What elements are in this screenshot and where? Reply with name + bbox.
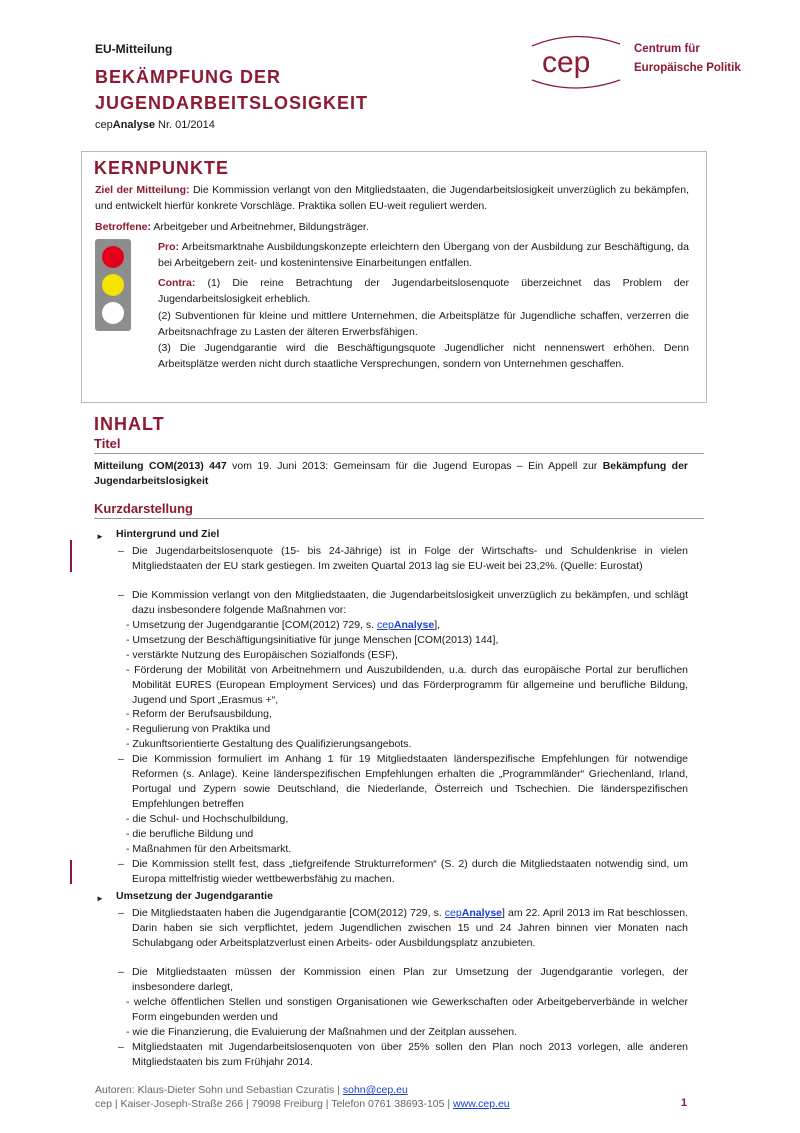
sub-list-item: - wie die Finanzierung, die Evaluierung der Maßnahmen und der Zeitplan aussehen.: [126, 1026, 518, 1038]
website-link[interactable]: www.cep.eu: [453, 1098, 510, 1110]
list-item: Mitgliedstaaten mit Jugendarbeitslosenquoten von über 25% sollen den Plan noch 2013 vorlegen, alle anderen Mitgliedstaaten bis zum Frühjahr 2014.: [132, 1041, 688, 1068]
footer-authors: Autoren: Klaus-Dieter Sohn und Sebastian Czuratis | sohn@cep.eu: [95, 1084, 408, 1096]
section-title: Hintergrund und Ziel: [116, 528, 220, 540]
logo-letters: cep: [542, 46, 591, 79]
divider: [94, 518, 704, 519]
bullet-triangle-icon: ►: [96, 532, 104, 541]
pro-paragraph: Pro: Arbeitsmarktnahe Ausbildungskonzepte erleichtern den Übergang von der Ausbildung zur Beschäftigung, da bei Arbeitgebern zeit- und kostenintensive Einarbeitungen entfallen.: [158, 241, 689, 269]
list-item: Die Kommission stellt fest, dass „tiefgreifende Strukturreformen“ (S. 2) durch die Mitgliedstaaten notwendig sind, um Europa mittelfristig wieder wettbewerbsfähig zu machen.: [132, 858, 688, 885]
sub-list-item: - Förderung der Mobilität von Arbeitnehmern und Auszubildenden, u.a. durch das europäische Portal zur beruflichen Mobilität EURES (European Employment Services) und das Förderprogramm für allgemeine und berufliche Bildung, Jugend und Sport „Erasmus +“,: [126, 664, 688, 706]
dash-bullet: –: [118, 753, 124, 765]
titel-heading: Titel: [94, 436, 121, 451]
footer-address: cep | Kaiser-Joseph-Straße 266 | 79098 Freiburg | Telefon 0761 38693-105 | www.cep.eu: [95, 1098, 510, 1110]
sub-list-item: - Regulierung von Praktika und: [126, 723, 271, 735]
document-type: EU-Mitteilung: [95, 42, 173, 56]
margin-marker: [70, 540, 72, 572]
yellow-light: [102, 274, 124, 296]
sub-list-item: - Reform der Berufsausbildung,: [126, 708, 272, 720]
cep-analyse-link[interactable]: cepAnalyse: [444, 907, 503, 919]
kernpunkte-heading: KERNPUNKTE: [94, 158, 230, 178]
contra-paragraph-2: (2) Subventionen für kleine und mittlere Unternehmen, die Arbeitsplätze für Jugendliche schaffen, verzerren die Arbeitsnachfrage zu Lasten der älteren Erwerbsfähigen.: [158, 310, 689, 338]
traffic-light-icon: [95, 239, 131, 331]
titel-paragraph: Mitteilung COM(2013) 447 vom 19. Juni 2013: Gemeinsam für die Jugend Europas – Ein Appell zur Bekämpfung der Jugendarbeitslosigkeit: [94, 460, 688, 487]
sub-list-item: - Maßnahmen für den Arbeitsmarkt.: [126, 843, 292, 855]
cep-logo: [520, 30, 770, 90]
dash-bullet: –: [118, 966, 124, 978]
author-email-link[interactable]: sohn@cep.eu: [342, 1084, 408, 1096]
sub-list-item: - welche öffentlichen Stellen und sonstigen Organisationen wie Gewerkschaften oder Arbeitgeberverbände in welcher Form eingebunden werden und: [126, 996, 688, 1023]
dash-bullet: –: [118, 545, 124, 557]
sub-list-item: - Zukunftsorientierte Gestaltung des Qualifizierungsangebots.: [126, 738, 412, 750]
kurzdarstellung-heading: Kurzdarstellung: [94, 501, 193, 516]
logo-line-2: Europäische Politik: [634, 62, 741, 74]
cep-logo-mark: [520, 30, 630, 90]
list-item: Die Mitgliedstaaten haben die Jugendgarantie [COM(2012) 729, s. cepAnalyse] am 22. April 2013 im Rat beschlossen. Darin haben sie sich verpflichtet, jedem Jugendlichen zwischen 15 und 24 Jahren binnen vier Monaten nach Schulabgang oder Arbeitsplatzverlust einen Arbeits- oder Ausbildungsplatz anzubieten.: [132, 907, 688, 949]
dash-bullet: –: [118, 858, 124, 870]
page-title: [95, 64, 475, 116]
page-number: 1: [681, 1097, 688, 1109]
white-light: [102, 302, 124, 324]
sub-list-item: - Umsetzung der Jugendgarantie [COM(2012) 729, s. cepAnalyse],: [126, 619, 441, 631]
bullet-triangle-icon: ►: [96, 894, 104, 903]
title-line-1: BEKÄMPFUNG DER: [95, 67, 282, 87]
sub-list-item: - die berufliche Bildung und: [126, 828, 254, 840]
contra-paragraph-1: Contra: (1) Die reine Betrachtung der Jugendarbeitslosenquote überzeichnet das Problem der Jugendarbeitslosigkeit erheblich.: [158, 277, 689, 305]
cep-analyse-link[interactable]: cepAnalyse: [376, 619, 435, 631]
red-light: [102, 246, 124, 268]
sub-list-item: - Umsetzung der Beschäftigungsinitiative für junge Menschen [COM(2013) 144],: [126, 634, 499, 646]
logo-line-1: Centrum für: [634, 43, 700, 55]
contra-paragraph-3: (3) Die Jugendgarantie wird die Beschäftigungsquote Jugendlicher nicht nennenswert erhöhen. Denn Arbeitsplätze werden nicht durch staatliche Versprechungen, sondern von Unternehmen geschaffen.: [158, 342, 689, 370]
issue-number: cepAnalyse Nr. 01/2014: [95, 119, 215, 131]
title-line-2: JUGENDARBEITSLOSIGKEIT: [95, 93, 369, 113]
ziel-paragraph: Ziel der Mitteilung: Die Kommission verlangt von den Mitgliedstaaten, die Jugendarbeitslosigkeit unverzüglich zu bekämpfen, und entwickelt hierfür konkrete Vorschläge. Praktika sollen EU-weit reguliert werden.: [95, 184, 689, 212]
section-title: Umsetzung der Jugendgarantie: [116, 890, 273, 902]
margin-marker: [70, 860, 72, 884]
list-item: Die Kommission formuliert im Anhang 1 für 19 Mitgliedstaaten länderspezifische Empfehlungen für notwendige Reformen (s. Anlage). Keine länderspezifischen Empfehlungen erhalten die „Programmländer“ Griechenland, Irland, Portugal und Zypern sowie Deutschland, die Niederlande, Österreich und Tschechien. Die länderspezifischen Empfehlungen betreffen: [132, 753, 688, 810]
divider: [94, 453, 704, 454]
betroffene-paragraph: Betroffene: Arbeitgeber und Arbeitnehmer, Bildungsträger.: [95, 221, 369, 233]
dash-bullet: –: [118, 907, 124, 919]
inhalt-heading: INHALT: [94, 414, 165, 434]
dash-bullet: –: [118, 589, 124, 601]
list-item: Die Kommission verlangt von den Mitgliedstaaten, die Jugendarbeitslosigkeit unverzüglich zu bekämpfen, und schlägt dazu insbesondere folgende Maßnahmen vor:: [132, 589, 688, 616]
dash-bullet: –: [118, 1041, 124, 1053]
sub-list-item: - die Schul- und Hochschulbildung,: [126, 813, 289, 825]
list-item: Die Jugendarbeitslosenquote (15- bis 24-Jährige) ist in Folge der Wirtschafts- und Schuldenkrise in vielen Mitgliedstaaten der EU stark gestiegen. Im zweiten Quartal 2013 lag sie EU-weit bei 23,2%. (Quelle: Eurostat): [132, 545, 688, 572]
list-item: Die Mitgliedstaaten müssen der Kommission einen Plan zur Umsetzung der Jugendgarantie vorlegen, der insbesondere darlegt,: [132, 966, 688, 993]
sub-list-item: - verstärkte Nutzung des Europäischen Sozialfonds (ESF),: [126, 649, 398, 661]
